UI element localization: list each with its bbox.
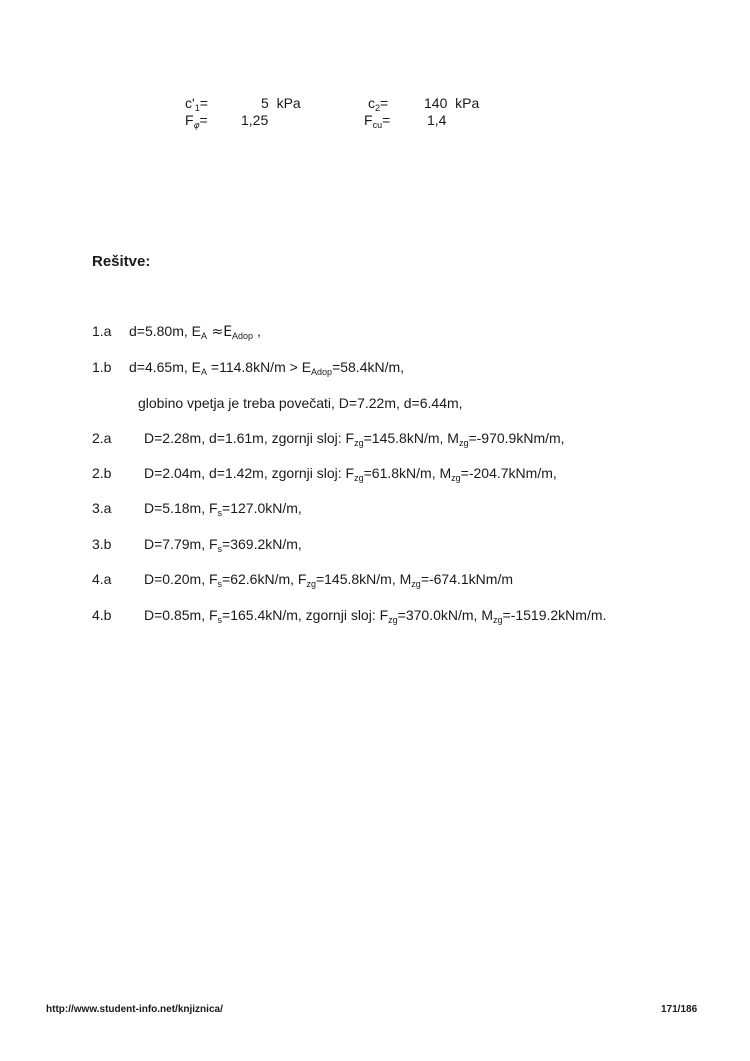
solution-text-part: =145.8kN/m, M [363,430,459,446]
solution-label: 4.a [92,571,112,587]
solution-text-part: , [253,323,261,339]
param-c1-subscript: 1 [194,103,200,113]
param-c2-equals: = [380,95,389,111]
solution-subscript: zg [411,579,421,589]
solution-subscript: Adop [311,367,333,377]
solution-text: globino vpetja je treba povečati, D=7.22m, d=6.44m, [138,395,463,411]
param-c2-unit: kPa [455,95,480,111]
solution-label: 3.b [92,536,112,552]
solution-subscript: s [217,544,223,554]
solution-text-part: D=7.79m, F [144,536,218,552]
param-f-cu-number: 1,4 [427,112,447,128]
param-c2-symbol: c [368,95,375,111]
solution-text-part: D=2.28m, d=1.61m, zgornji sloj: F [144,430,355,446]
solution-text-part: =62.6kN/m, F [222,571,307,587]
solution-label: 1.a [92,323,112,339]
param-c1-equals: = [199,95,208,111]
param-c2-number: 140 [424,95,448,111]
solution-text [144,465,557,481]
param-f-cu [364,112,390,128]
solution-text-part: d=5.80m, E [129,323,201,339]
solution-subscript: zg [354,438,364,448]
param-c2 [368,95,388,111]
param-f-cu-equals: = [382,112,391,128]
solution-item-1b-continuation [138,395,463,411]
solution-subscript: s [217,508,223,518]
solution-text-part: D=0.85m, F [144,607,218,623]
solution-subscript: s [217,615,223,625]
param-f-phi-subscript: φ [193,121,200,131]
solution-text-part: =-1519.2kNm/m. [502,607,607,623]
solution-subscript: zg [451,473,461,483]
solution-label: 3.a [92,500,112,516]
param-c1-number: 5 [261,95,269,111]
solution-text-part: ≈E [207,324,233,340]
solution-text-part: =127.0kN/m, [222,500,302,516]
solution-text [144,607,606,623]
solution-subscript: zg [458,438,469,448]
solutions-heading: Rešitve: [92,253,151,270]
solution-label: 2.b [92,465,112,481]
solution-text-part: D=5.18m, F [144,500,218,516]
param-f-phi-value [241,112,268,128]
solution-subscript: A [201,331,208,341]
solution-subscript: zg [306,579,316,589]
param-c1-value [261,95,301,111]
param-f-cu-subscript: cu [372,120,383,130]
solution-text-part: =61.8kN/m, M [363,465,452,481]
solution-subscript: Adop [232,331,254,341]
solution-label: 2.a [92,430,112,446]
param-c1-symbol: c' [185,95,195,111]
solution-text-part: =369.2kN/m, [222,536,302,552]
param-f-cu-value [427,112,446,128]
solution-text-part: =114.8kN/m > E [207,359,312,375]
param-f-phi-symbol: F [185,112,194,128]
solution-subscript: zg [493,615,503,625]
solution-text-part: D=2.04m, d=1.42m, zgornji sloj: F [144,465,355,481]
solution-text [144,536,302,552]
solution-text [129,359,404,375]
solution-subscript: zg [354,473,364,483]
footer-url: http://www.student-info.net/knjiznica/ [46,1004,223,1015]
footer-page-number: 171/186 [661,1004,698,1015]
solution-subscript: s [217,579,223,589]
solution-text-part: =145.8kN/m, M [315,571,412,587]
solution-text-part: =58.4kN/m, [332,359,405,375]
param-c2-value [424,95,479,111]
param-f-phi [185,112,208,131]
solution-subscript: zg [388,615,398,625]
solution-text-part: D=0.20m, F [144,571,218,587]
param-f-phi-number: 1,25 [241,112,269,128]
solution-text [129,323,261,340]
solution-text-part: =-674.1kNm/m [420,571,514,587]
solution-text-part: =370.0kN/m, M [397,607,493,623]
param-c1 [185,95,208,111]
param-c2-subscript: 2 [375,103,381,113]
solution-text [144,430,565,446]
solution-text-part: =-970.9kNm/m, [468,430,565,446]
solution-label: 1.b [92,359,112,375]
solution-text-part: =165.4kN/m, zgornji sloj: F [222,607,389,623]
solution-subscript: A [201,367,208,377]
param-f-cu-symbol: F [364,112,373,128]
solution-label: 4.b [92,607,112,623]
param-c1-unit: kPa [276,95,301,111]
solution-text [144,500,302,516]
param-f-phi-equals: = [199,112,208,128]
solution-text-part: d=4.65m, E [129,359,201,375]
solution-text-part: =-204.7kNm/m, [460,465,557,481]
solution-text [144,571,513,587]
